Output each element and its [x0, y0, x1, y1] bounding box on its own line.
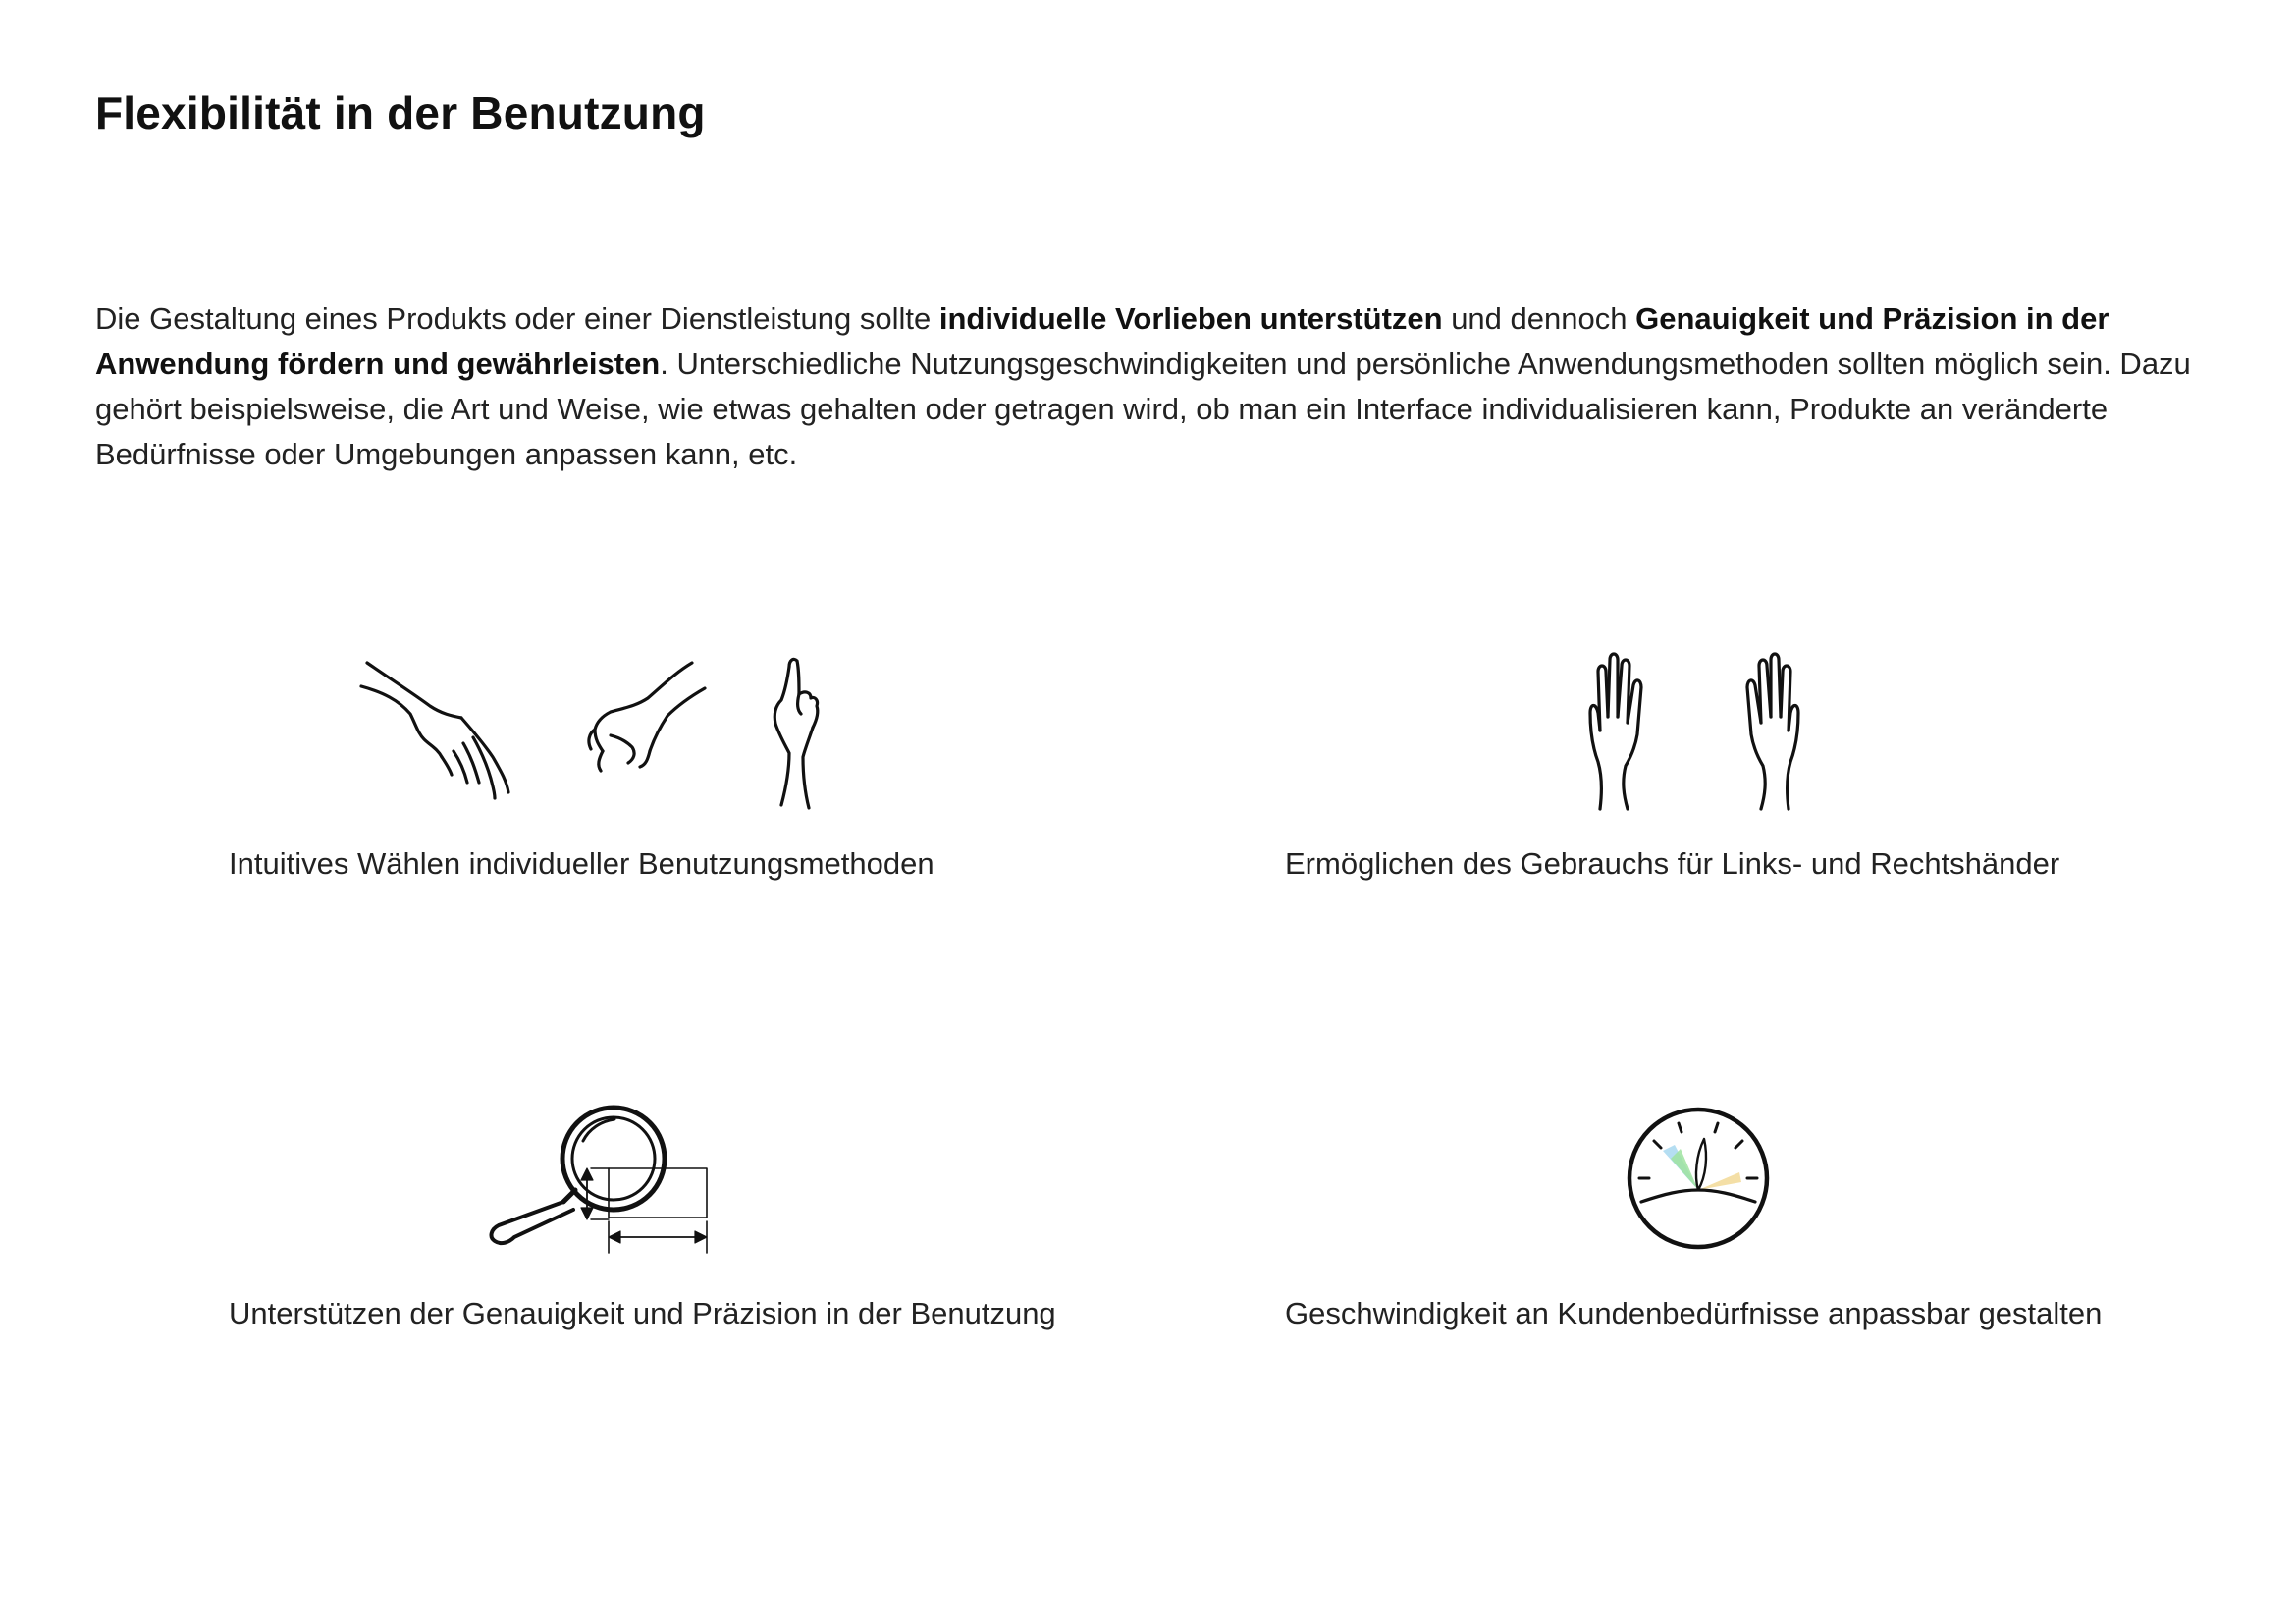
speedometer-icon — [1620, 1100, 1777, 1257]
magnifier-precision-icon — [481, 1100, 717, 1257]
caption-left-right-hands: Ermöglichen des Gebrauchs für Links- und Rechtshänder — [1285, 846, 2060, 881]
caption-speed: Geschwindigkeit an Kundenbedürfnisse anpassbar gestalten — [1285, 1296, 2103, 1330]
intro-text-3: . Unterschiedliche Nutzungsgeschwindigkeiten und persönliche Anwendungsmethoden sollten möglich sein. Dazu gehört beispielsweise, die Art und Weise, wie etwas gehalten oder getragen wird, ob man ein Interface individualisieren kann, Produkte an veränderte Bedürfnisse oder Umgebungen anpassen kann, etc. — [95, 347, 2191, 471]
left-right-hands-icon — [1580, 648, 1806, 815]
intro-bold-2: Genauigkeit und Präzision in der Anwendung fördern und gewährleisten — [95, 301, 2109, 381]
intro-paragraph — [95, 297, 2225, 477]
page-title: Flexibilität in der Benutzung — [95, 87, 706, 138]
caption-precision: Unterstützen der Genauigkeit und Präzision in der Benutzung — [229, 1296, 1056, 1330]
hands-gesture-icon — [353, 643, 864, 815]
intro-bold-1: individuelle Vorlieben unterstützen — [938, 301, 1443, 336]
intro-text-2: und dennoch — [1442, 301, 1636, 336]
intro-text-1: Die Gestaltung eines Produkts oder einer Dienstleistung sollte — [95, 301, 939, 336]
caption-usage-methods: Intuitives Wählen individueller Benutzungsmethoden — [229, 846, 934, 881]
